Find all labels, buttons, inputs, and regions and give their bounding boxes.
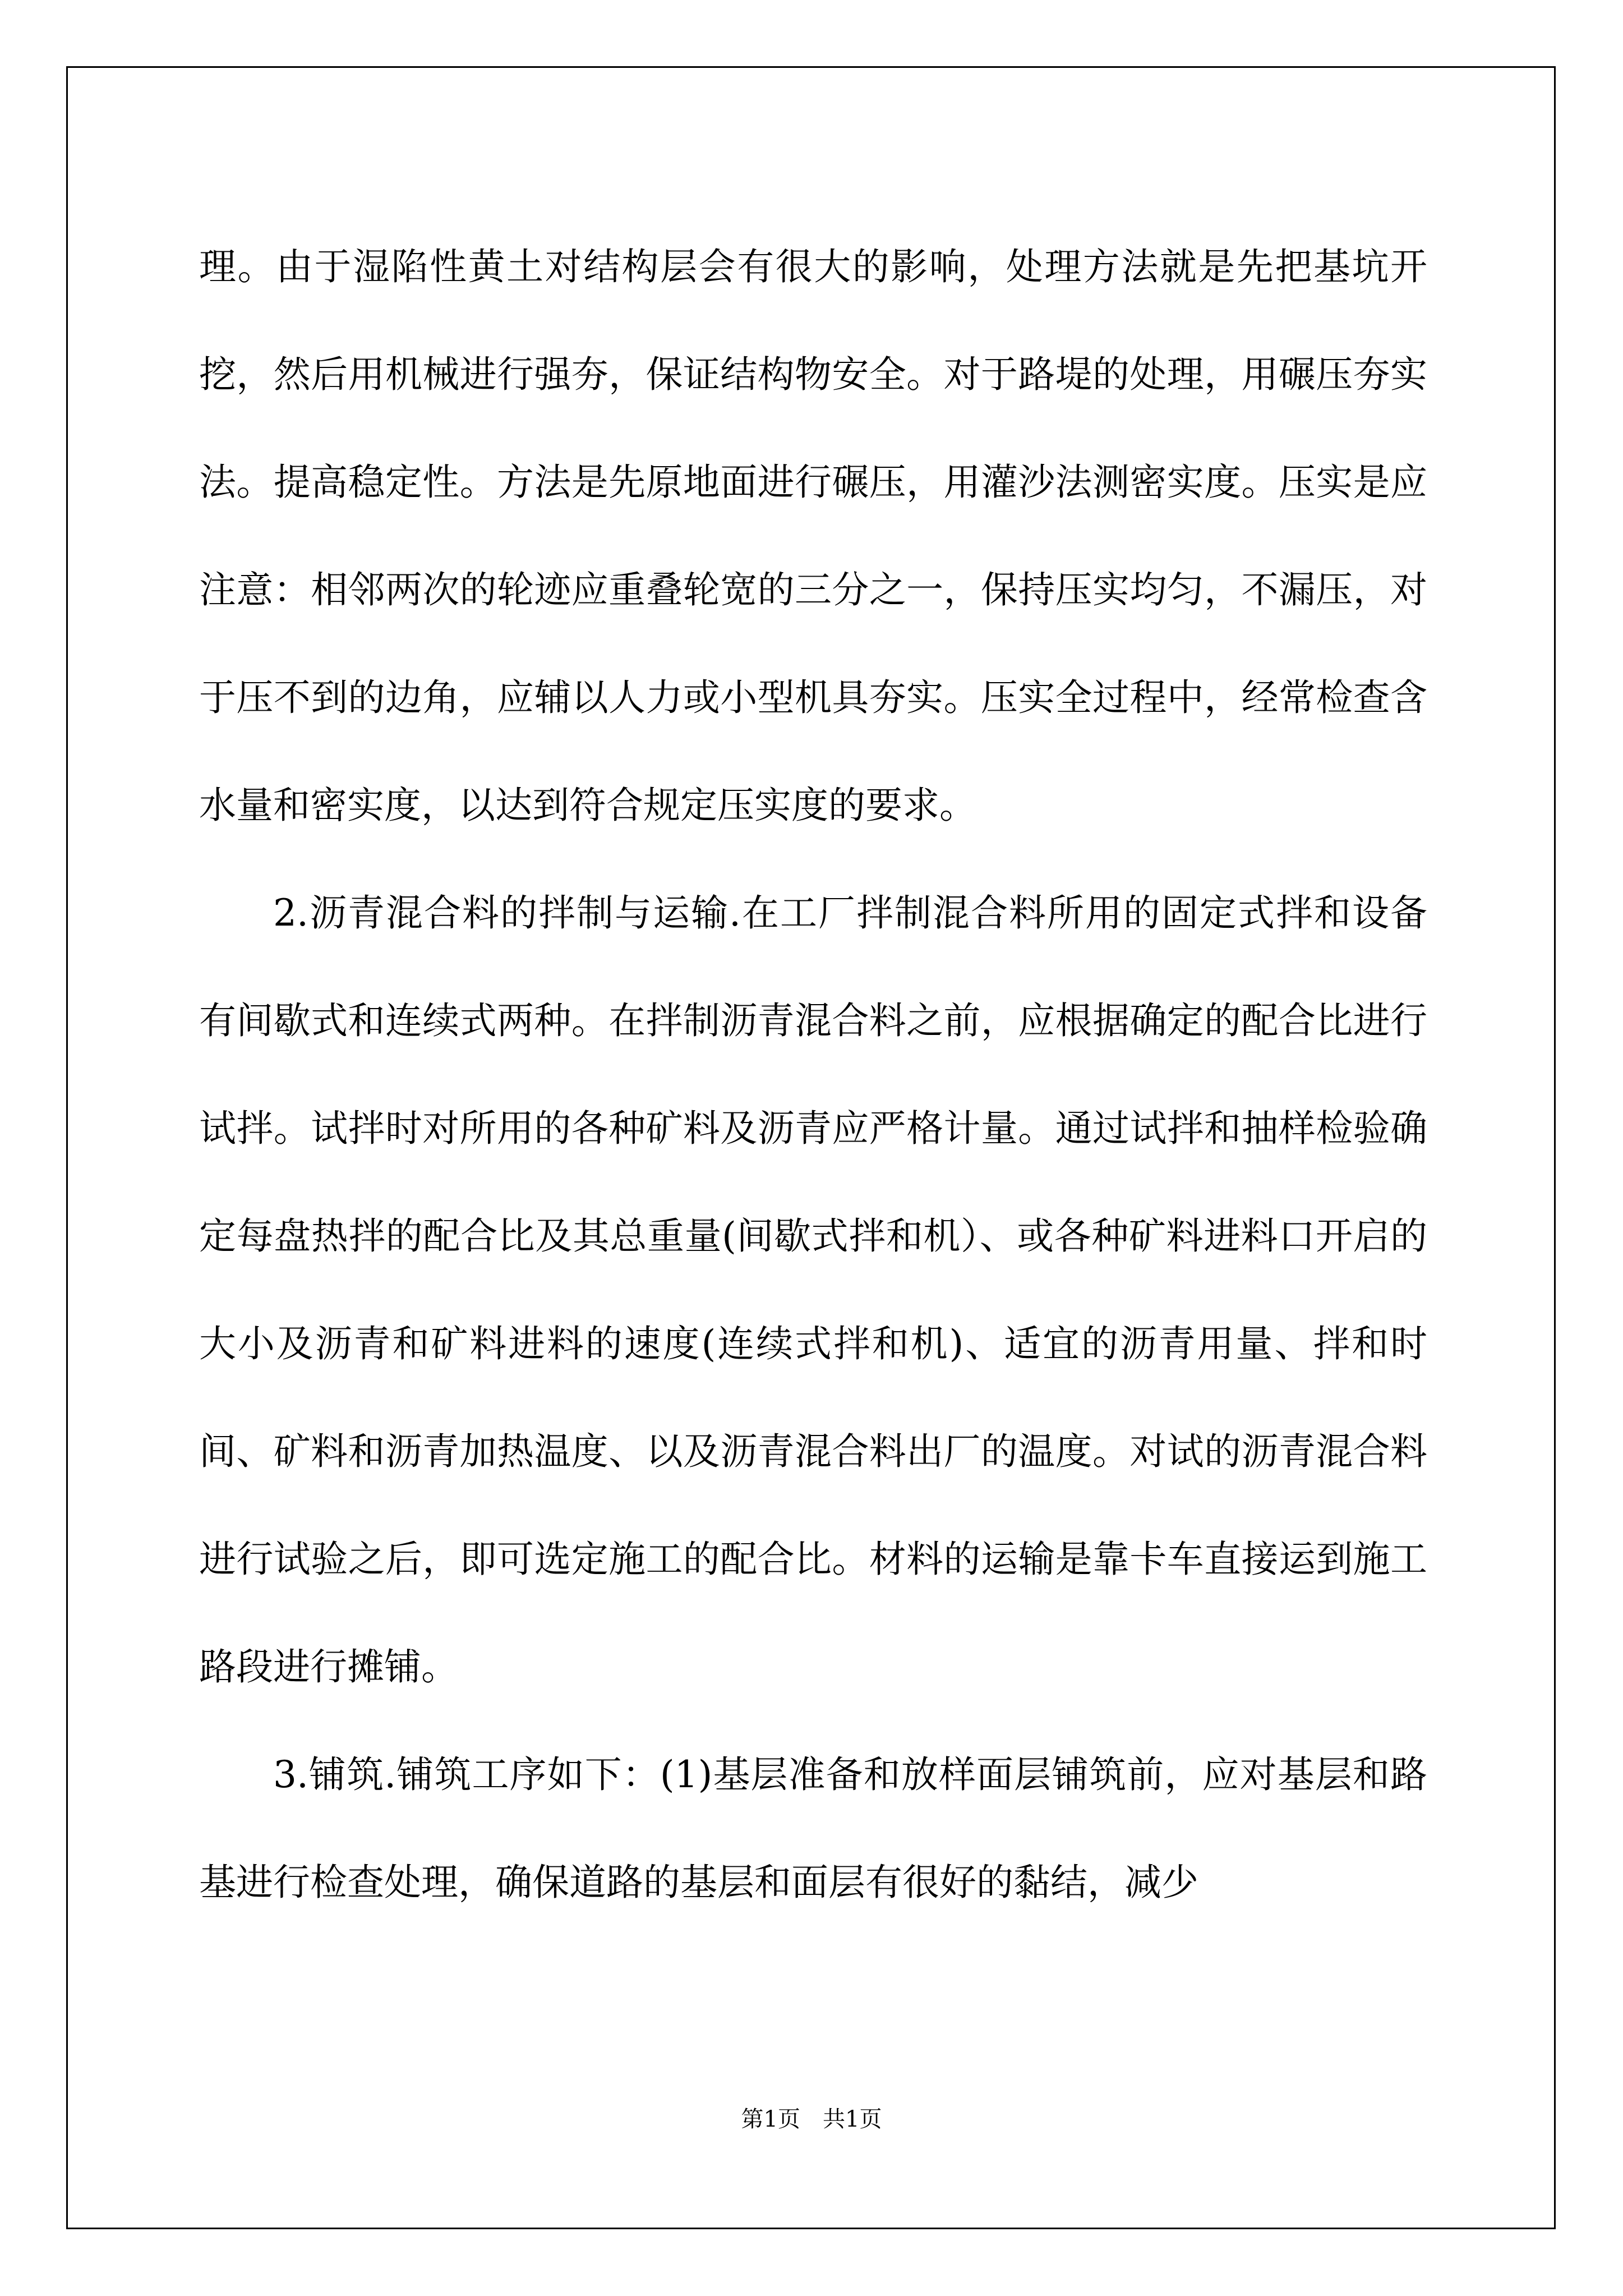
page-total: 共1页 xyxy=(823,2106,882,2132)
page-footer xyxy=(0,2105,1623,2134)
document-body xyxy=(199,213,1427,1936)
page-number: 第1页 xyxy=(741,2106,800,2132)
paragraph-3: 3.铺筑.铺筑工序如下：(1)基层准备和放样面层铺筑前，应对基层和路基进行检查处理，确保道路的基层和面层有很好的黏结，减少 xyxy=(199,1753,1427,1904)
paragraph-2: 2.沥青混合料的拌制与运输.在工厂拌制混合料所用的固定式拌和设备有间歇式和连续式两种。在拌制沥青混合料之前，应根据确定的配合比进行试拌。试拌时对所用的各种矿料及沥青应严格计量。通过试拌和抽样检验确定每盘热拌的配合比及其总重量(间歇式拌和机）、或各种矿料进料口开启的大小及沥青和矿料进料的速度(连续式拌和机)、适宜的沥青用量、拌和时间、矿料和沥青加热温度、以及沥青混合料出厂的温度。对试的沥青混合料进行试验之后，即可选定施工的配合比。材料的运输是靠卡车直接运到施工路段进行摊铺。 xyxy=(199,891,1427,1688)
paragraph-1: 理。由于湿陷性黄土对结构层会有很大的影响，处理方法就是先把基坑开挖，然后用机械进行强夯，保证结构物安全。对于路堤的处理，用碾压夯实法。提高稳定性。方法是先原地面进行碾压，用灌沙法测密实度。压实是应注意：相邻两次的轮迹应重叠轮宽的三分之一，保持压实均匀，不漏压，对于压不到的边角，应辅以人力或小型机具夯实。压实全过程中，经常检查含水量和密实度，以达到符合规定压实度的要求。 xyxy=(199,245,1427,827)
